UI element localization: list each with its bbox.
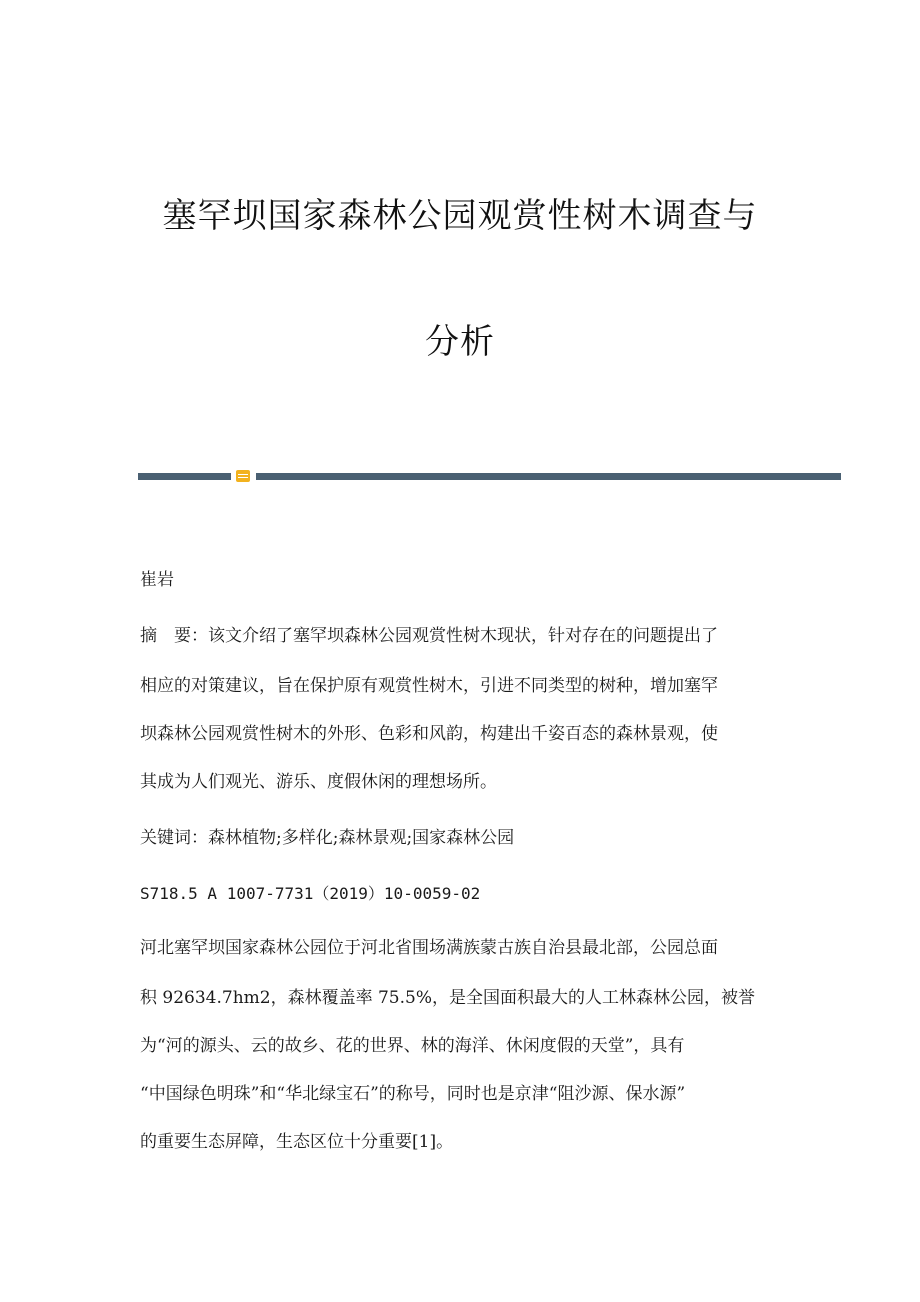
body-paragraph-line: 为“河的源头、云的故乡、花的世界、林的海洋、休闲度假的天堂”，具有 <box>140 1036 685 1056</box>
divider-bar-right <box>256 473 841 480</box>
title-divider <box>138 470 841 480</box>
divider-bar-left <box>138 473 231 480</box>
abstract-line: 摘 要：该文介绍了塞罕坝森林公园观赏性树木现状，针对存在的问题提出了 <box>140 626 718 646</box>
body-paragraph-line: 积 92634.7hm2，森林覆盖率 75.5%，是全国面积最大的人工林森林公园，被誉 <box>140 988 755 1008</box>
abstract-line: 坝森林公园观赏性树木的外形、色彩和风韵，构建出千姿百态的森林景观，使 <box>140 724 718 744</box>
body-paragraph-line: 河北塞罕坝国家森林公园位于河北省围场满族蒙古族自治县最北部，公园总面 <box>140 938 718 958</box>
divider-document-icon <box>236 470 250 482</box>
body-paragraph-line: “中国绿色明珠”和“华北绿宝石”的称号，同时也是京津“阻沙源、保水源” <box>140 1084 686 1104</box>
abstract-line: 其成为人们观光、游乐、度假休闲的理想场所。 <box>140 772 497 792</box>
body-paragraph-line: 的重要生态屏障，生态区位十分重要[1]。 <box>140 1132 454 1152</box>
keywords: 关键词：森林植物;多样化;森林景观;国家森林公园 <box>140 828 515 848</box>
abstract-line: 相应的对策建议，旨在保护原有观赏性树木，引进不同类型的树种，增加塞罕 <box>140 676 718 696</box>
document-title-line-1: 塞罕坝国家森林公园观赏性树木调查与 <box>162 196 758 236</box>
classification-code: S718.5 A 1007-7731（2019）10-0059-02 <box>140 884 481 903</box>
document-title-line-2: 分析 <box>425 322 495 362</box>
author-name: 崔岩 <box>140 570 174 590</box>
